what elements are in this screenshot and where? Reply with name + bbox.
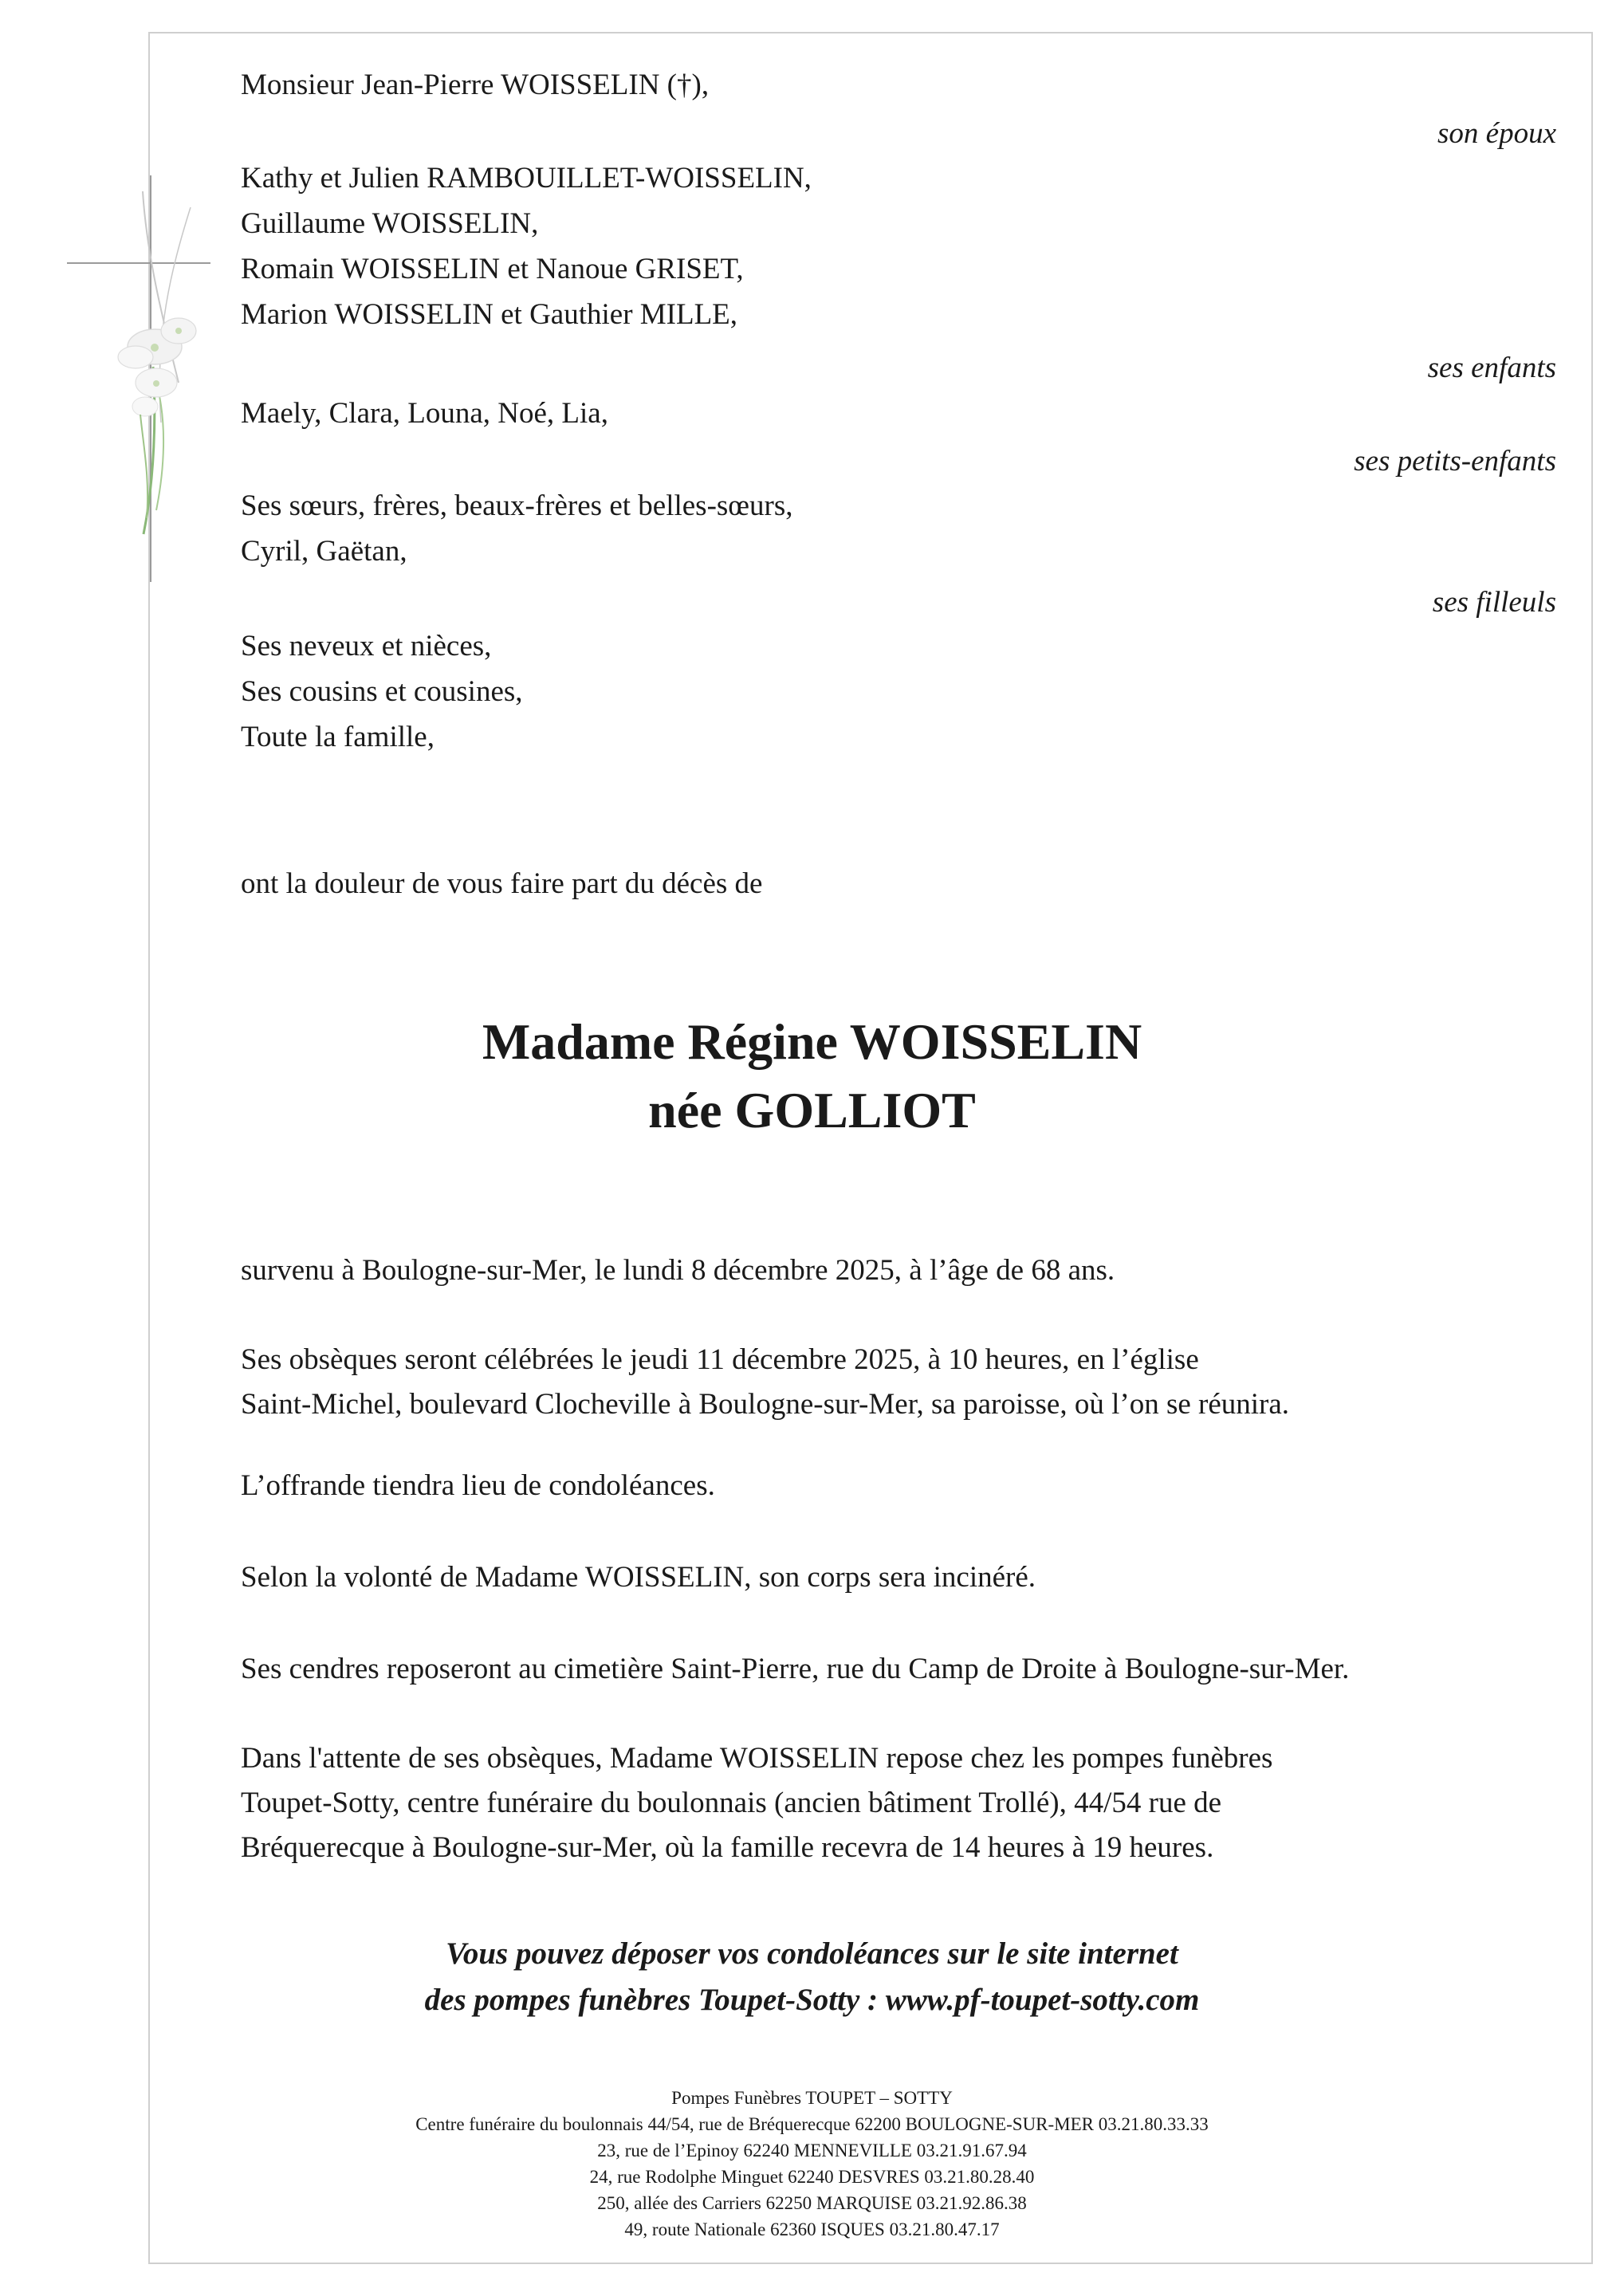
family-children (241, 155, 812, 337)
family-extended (241, 623, 523, 760)
label-grandchildren: ses petits-enfants (1354, 445, 1556, 478)
extended-line: Ses neveux et nièces, (241, 630, 492, 662)
ashes-text: Ses cendres reposeront au cimetière Saint-Pierre, rue du Camp de Droite à Boulogne-sur-Mer. (241, 1653, 1350, 1685)
wake-line: Bréquerecque à Boulogne-sur-Mer, où la famille recevra de 14 heures à 19 heures. (241, 1831, 1214, 1864)
sibling-line: Ses sœurs, frères, beaux-frères et belles-sœurs, (241, 489, 793, 522)
footer-line: 49, route Nationale 62360 ISQUES 03.21.80.47.17 (624, 2219, 1000, 2239)
funeral-details (241, 1338, 1556, 1427)
condolences-notice (0, 1931, 1624, 2023)
death-details: survenu à Boulogne-sur-Mer, le lundi 8 décembre 2025, à l’âge de 68 ans. (241, 1254, 1115, 1287)
extended-line: Ses cousins et cousines, (241, 675, 523, 708)
label-children: ses enfants (1427, 352, 1556, 384)
funeral-home-footer (0, 2085, 1624, 2243)
spouse-line: Monsieur Jean-Pierre WOISSELIN (†), (241, 69, 710, 101)
page-frame (148, 32, 1593, 2264)
grandchildren-line: Maely, Clara, Louna, Noé, Lia, (241, 397, 608, 430)
child-line: Marion WOISSELIN et Gauthier MILLE, (241, 298, 738, 331)
family-spouse (241, 62, 709, 108)
cremation-text: Selon la volonté de Madame WOISSELIN, son corps sera incinéré. (241, 1561, 1036, 1594)
child-line: Guillaume WOISSELIN, (241, 207, 539, 240)
child-line: Romain WOISSELIN et Nanoue GRISET, (241, 253, 744, 285)
wake-line: Toupet-Sotty, centre funéraire du boulonnais (ancien bâtiment Trollé), 44/54 rue de (241, 1787, 1222, 1819)
wake-line: Dans l'attente de ses obsèques, Madame WOISSELIN repose chez les pompes funèbres (241, 1742, 1273, 1775)
label-godchildren: ses filleuls (1432, 586, 1556, 619)
sibling-line: Cyril, Gaëtan, (241, 535, 407, 568)
wake-details (241, 1736, 1556, 1870)
label-spouse: son époux (1437, 117, 1556, 150)
deceased-name-block (0, 1008, 1624, 1145)
footer-line: Pompes Funèbres TOUPET – SOTTY (671, 2088, 953, 2108)
family-siblings (241, 483, 793, 574)
funeral-line: Saint-Michel, boulevard Clocheville à Boulogne-sur-Mer, sa paroisse, où l’on se réunira. (241, 1388, 1290, 1421)
announcement-text: ont la douleur de vous faire part du décès de (241, 867, 763, 900)
footer-line: 24, rue Rodolphe Minguet 62240 DESVRES 03.21.80.28.40 (589, 2167, 1035, 2187)
extended-line: Toute la famille, (241, 721, 435, 753)
deceased-name: Madame Régine WOISSELIN (482, 1013, 1142, 1070)
condolences-line: des pompes funèbres Toupet-Sotty : www.pf-toupet-sotty.com (424, 1983, 1200, 2017)
offering-text: L’offrande tiendra lieu de condoléances. (241, 1469, 715, 1502)
deceased-maiden-name: née GOLLIOT (648, 1082, 976, 1138)
funeral-line: Ses obsèques seront célébrées le jeudi 11 décembre 2025, à 10 heures, en l’église (241, 1343, 1199, 1376)
condolences-line: Vous pouvez déposer vos condoléances sur le site internet (446, 1936, 1178, 1971)
cross-orchid-icon (67, 159, 210, 590)
footer-line: 250, allée des Carriers 62250 MARQUISE 03.21.92.86.38 (597, 2193, 1027, 2213)
child-line: Kathy et Julien RAMBOUILLET-WOISSELIN, (241, 162, 812, 195)
footer-line: Centre funéraire du boulonnais 44/54, rue de Bréquerecque 62200 BOULOGNE-SUR-MER 03.21.80.33.33 (415, 2114, 1209, 2134)
family-grandchildren (241, 391, 608, 436)
footer-line: 23, rue de l’Epinoy 62240 MENNEVILLE 03.21.91.67.94 (597, 2141, 1027, 2160)
